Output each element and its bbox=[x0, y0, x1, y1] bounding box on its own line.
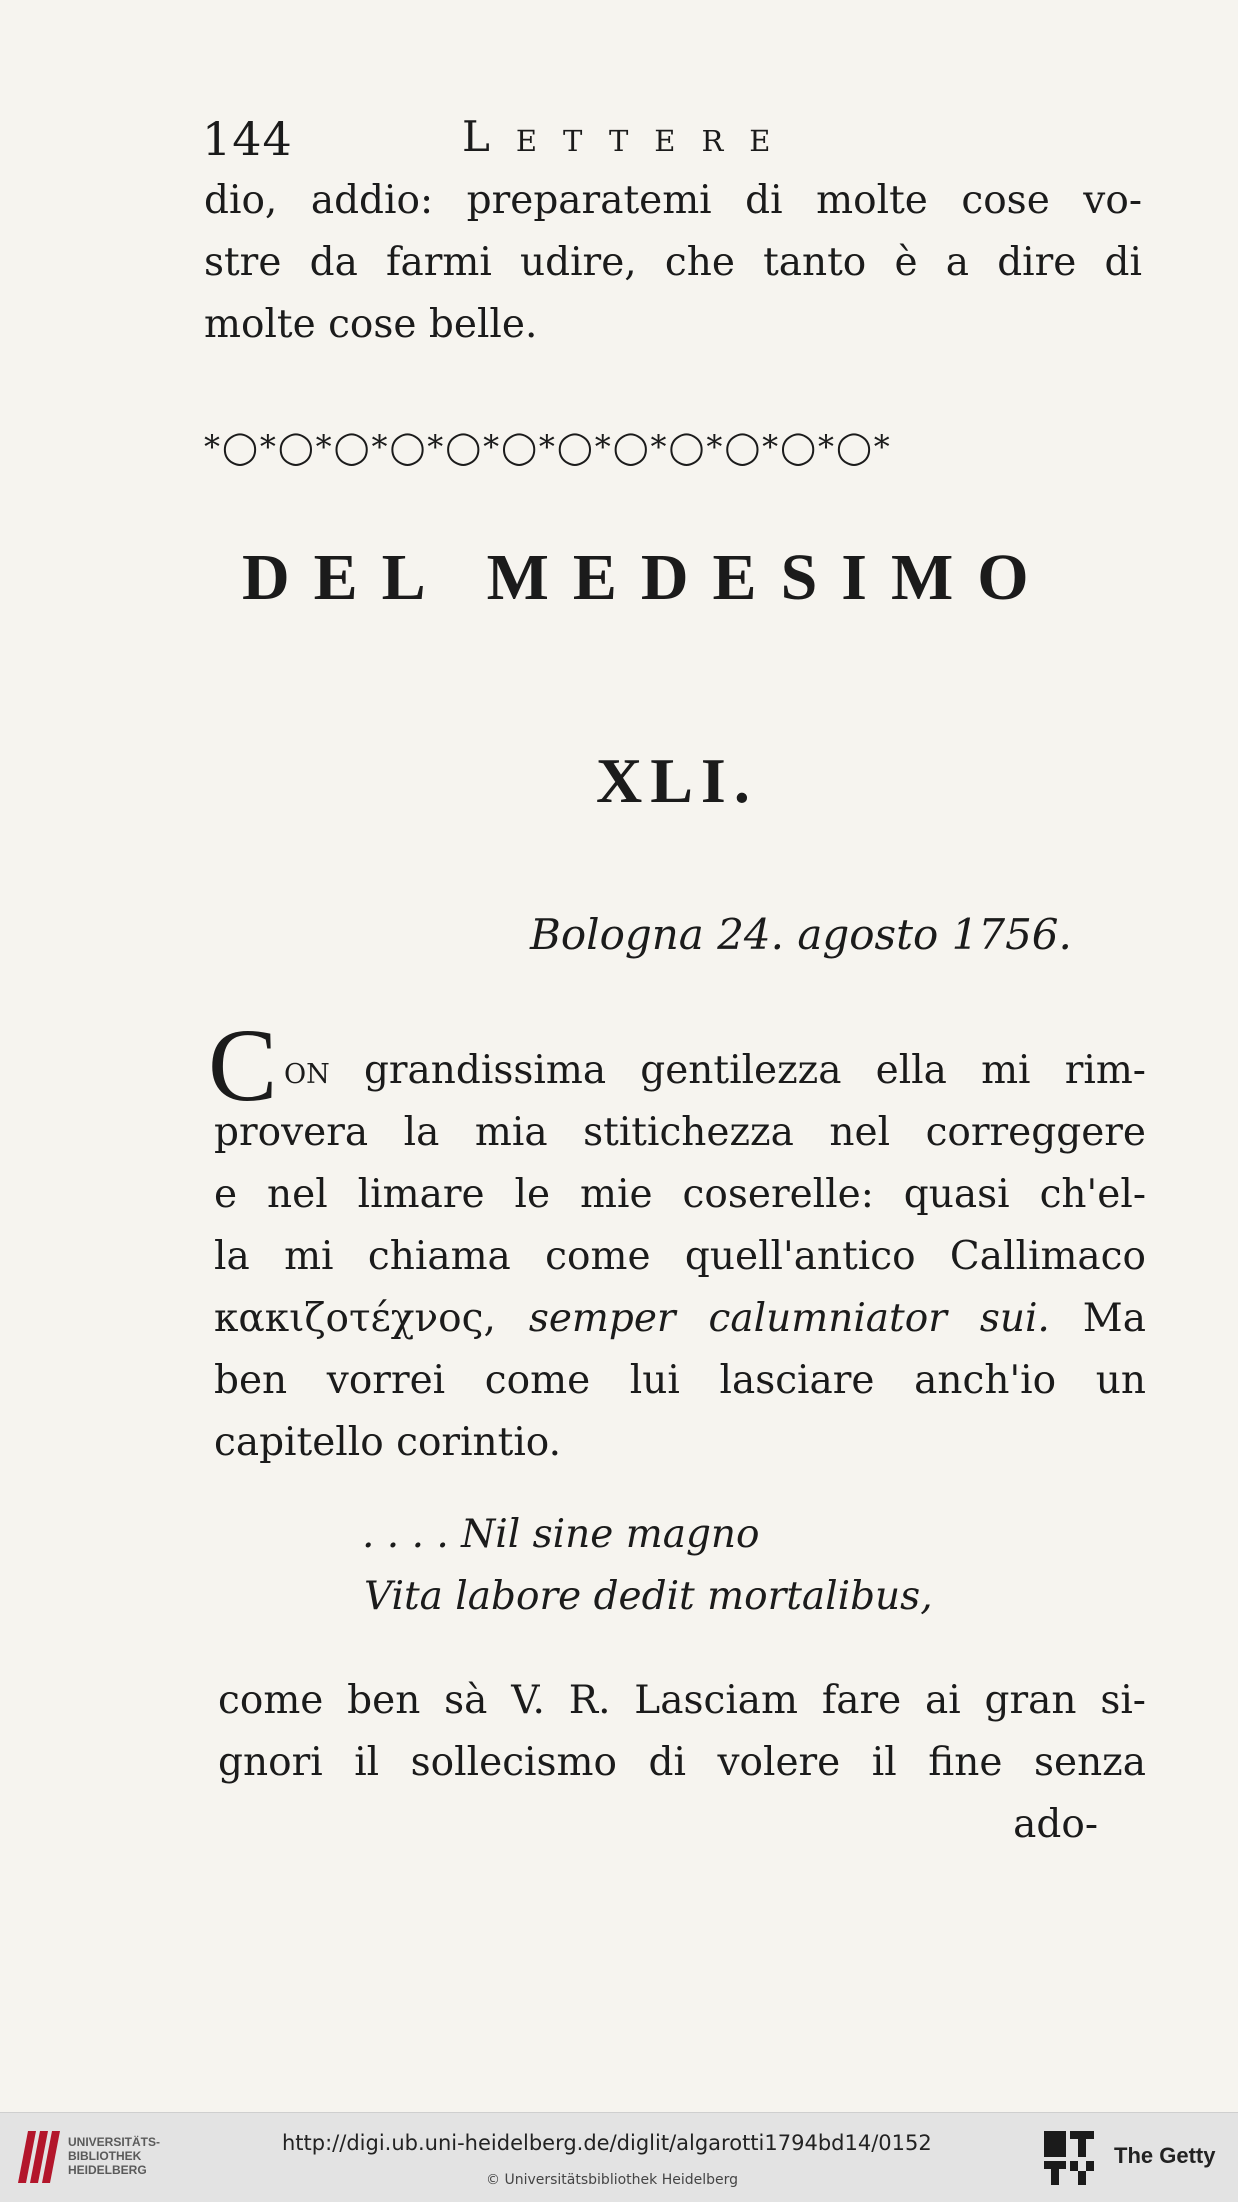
catchword: ado- bbox=[1013, 1802, 1098, 1847]
text-line: e nel limare le mie coserelle: quasi ch'el- bbox=[214, 1172, 1146, 1217]
library-name: UNIVERSITÄTS- BIBLIOTHEK HEIDELBERG bbox=[68, 2135, 161, 2177]
first-line bbox=[284, 1040, 1146, 1102]
line-end: Ma bbox=[1082, 1296, 1146, 1341]
drop-cap: C bbox=[208, 1008, 278, 1123]
verse-line: Vita labore dedit mortalibus, bbox=[364, 1574, 933, 1619]
copyright: © Universitätsbibliothek Heidelberg bbox=[486, 2172, 739, 2188]
text-line: stre da farmi udire, che tanto è a dire di bbox=[204, 240, 1142, 285]
getty-name: The Getty bbox=[1114, 2143, 1216, 2168]
letter-title: DEL MEDESIMO bbox=[242, 541, 1053, 614]
source-url-link[interactable]: http://digi.ub.uni-heidelberg.de/diglit/algarotti1794bd14/0152 bbox=[282, 2131, 932, 2155]
text-line: capitello corintio. bbox=[214, 1420, 562, 1465]
text-line: ben vorrei come lui lasciare anch'io un bbox=[214, 1358, 1146, 1403]
text-line-greek bbox=[214, 1288, 1146, 1350]
running-head: Lettere bbox=[462, 112, 797, 161]
footer-bar bbox=[0, 2112, 1238, 2202]
greek-word: κακιζοτέχνος, bbox=[214, 1296, 496, 1341]
text-line: dio, addio: preparatemi di molte cose vo- bbox=[204, 178, 1142, 223]
text-line: la mi chiama come quell'antico Callimaco bbox=[214, 1234, 1146, 1279]
text-line: provera la mia stitichezza nel correggere bbox=[214, 1110, 1146, 1155]
heidelberg-library-icon bbox=[14, 2125, 62, 2187]
dateline: Bologna 24. agosto 1756. bbox=[530, 910, 1072, 959]
verse-line: . . . . Nil sine magno bbox=[362, 1512, 760, 1557]
getty-logo-icon bbox=[1042, 2129, 1096, 2187]
italic-phrase: semper calumniator sui. bbox=[528, 1296, 1050, 1341]
letter-numeral: XLI. bbox=[596, 745, 758, 816]
text-line: come ben sà V. R. Lasciam fare ai gran si- bbox=[218, 1678, 1146, 1723]
page-number: 144 bbox=[202, 112, 293, 166]
text-line: gnori il sollecismo di volere il fine senza bbox=[218, 1740, 1146, 1785]
first-word-rest: on bbox=[284, 1048, 330, 1093]
ornamental-divider: *◯*◯*◯*◯*◯*◯*◯*◯*◯*◯*◯*◯* bbox=[204, 428, 892, 466]
text-line: molte cose belle. bbox=[204, 302, 538, 347]
first-line-rest: grandissima gentilezza ella mi rim- bbox=[363, 1048, 1146, 1093]
